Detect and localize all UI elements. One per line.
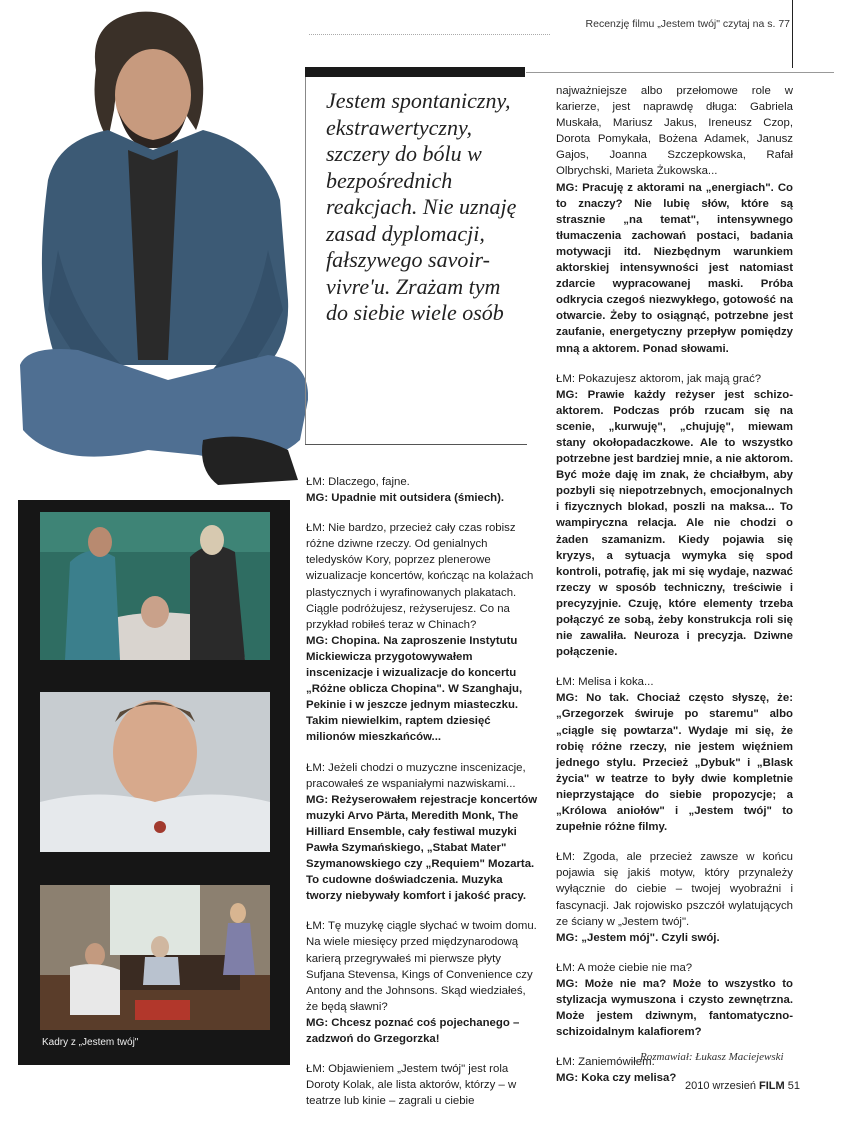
answer-text: MG: Upadnie mit outsidera (śmiech). [306,492,505,505]
quote-top-bar [305,67,525,77]
header-horizontal-rule [526,72,834,73]
answer-text: MG: Pracuję z aktorami na „energiach". Co to znaczy? Nie lubię słów, które są strasznie „na temat", intensywnego tłumaczenia zachowań postaci, badania motywacji itd. Niezbędnym warunkiem aktorskiej intensywności jest natomiast zdarcie wypracowanej maski. Próba odkrycia czegoś niezwykłego, gotowość na otwarcie. Żeby to osiągnąć, potrzebne jest zaufanie, energetyczny przepływ pomiędzy mną a aktorem. Ponad słowami. [556,181,793,355]
qa-block [556,674,793,835]
review-reference-note: Recenzję filmu „Jestem twój" czytaj na s. 77 [585,18,790,30]
film-still-living-room [40,885,270,1030]
qa-block [306,474,539,506]
question-text: ŁM: Zaniemówiłem. [556,1056,655,1069]
qa-block [306,520,539,745]
answer-text: MG: „Jestem mój". Czyli swój. [556,931,720,944]
qa-block [556,83,793,357]
question-text: najważniejsze albo przełomowe role w karierze, jest naprawdę długa: Gabriela Muskała, Mariusz Jakus, Ireneusz Czop, Dorota Pomykała, Bożena Adamek, Janusz Gajos, Joanna Szczepkowska, Rafał Olbrychski, Marieta Żukowska... [556,85,793,178]
qa-block [306,760,539,905]
answer-text: MG: No tak. Chociaż często słyszę, że: „Grzegorzek świruje po staremu" albo „ciągle się powtarza". Wydaje mi się, że robię różne rzeczy, nie jestem więźniem jednego stylu. Przecież „Dybuk" i „Blask życia" w teatrze to były dwie kompletnie nieprzystające do siebie propozycje; a „Królowa aniołów" i „Jestem twój" to zupełnie różne filmy. [556,692,793,834]
question-text: ŁM: Dlaczego, fajne. [306,476,410,488]
question-text: ŁM: Melisa i koka... [556,676,654,689]
film-still-bathtub [40,692,270,852]
portrait-photo [18,0,308,500]
interview-column-1 [306,474,539,1123]
interviewer-signature: Rozmawiał: Łukasz Maciejewski [640,1051,784,1063]
question-text: ŁM: Pokazujesz aktorom, jak mają grać? [556,372,762,385]
quote-bottom-rule [305,444,527,445]
qa-block [306,918,539,1047]
question-text: ŁM: Jeżeli chodzi o muzyczne inscenizacje, pracowałeś ze wspaniałymi nazwiskami... [306,761,526,790]
film-still-hospital [40,512,270,660]
page-number: 51 [787,1080,800,1092]
qa-block [306,1061,539,1109]
question-text: ŁM: Tę muzykę ciągle słychać w twoim domu. Na wiele miesięcy przed międzynarodową karierą przegrywałeś mi pierwsze płyty Sufjana Stevensa, Kings of Convenience czy Antony and the Johnsons. Skąd wiedziałeś, że będą sławni? [306,920,537,1013]
answer-text: MG: Może nie ma? Może to wszystko to stylizacja wymuszona i czysto zewnętrzna. Może jestem dziwnym, fantomatyczno-schizoidalnym kalafiorem? [556,977,793,1039]
answer-text: MG: Reżyserowałem rejestracje koncertów muzyki Arvo Pärta, Meredith Monk, The Hilliard Ensemble, cały festiwal muzyki Pawła Szymańskiego, „Stabat Mater" Szymanowskiego czy „Requiem" Mozarta. To cudowne doświadczenia. Muzyka tworzy niebywały komfort i jakość pracy. [306,793,538,903]
question-text: ŁM: Nie bardzo, przecież cały czas robisz różne dziwne rzeczy. Od genialnych teledysków Kory, poprzez plenerowe wizualizacje koncertów, kończąc na kolażach plastycznych i wyrafinowanych plakatach. Ciągle podróżujesz, reżyserujesz. Co na przykład robiłeś teraz w Chinach? [306,522,534,631]
interview-column-2 [556,83,793,1100]
header-vertical-rule [792,0,793,68]
film-strip [18,500,290,1065]
pull-quote: Jestem spontaniczny, ekstrawertyczny, szczery do bólu w bezpośrednich reakcjach. Nie uznaję zasad dyplomacji, fałszywego savoir-vivre'u. Zrażam tym do siebie wiele osób [326,88,517,325]
qa-block [556,960,793,1040]
magazine-name: FILM [759,1080,785,1092]
question-text: ŁM: Zgoda, ale przecież zawsze w końcu pojawia się jakiś motyw, który przynależy wyłącznie do ciebie – twojej wyobraźni i fascynacji. Jak rojowisko pszczół wylatujących ze ściany w „Jestem twój". [556,851,793,928]
answer-text: MG: Koka czy melisa? [556,1072,677,1085]
answer-text: MG: Chopina. Na zaproszenie Instytutu Mickiewicza przygotowywałem inscenizacje i wizualizacje do koncertu „Różne oblicza Chopina". W Szanghaju, Pekinie i w jeszcze jednym miasteczku. Takim niewielkim, raptem dziesięć milionów mieszkańców... [306,634,523,744]
answer-text: MG: Chcesz poznać coś pojechanego – zadzwoń do Grzegorzka! [306,1016,520,1045]
qa-block [556,849,793,946]
photo-caption: Kadry z „Jestem twój" [42,1037,139,1048]
quote-left-rule [305,77,306,444]
issue-date: 2010 wrzesień [685,1080,756,1092]
question-text: ŁM: A może ciebie nie ma? [556,961,693,974]
question-text: ŁM: Objawieniem „Jestem twój" jest rola Doroty Kolak, ale lista aktorów, którzy – w teatrze lub kinie – zagrali u ciebie [306,1063,517,1108]
page-footer [685,1080,800,1092]
answer-text: MG: Prawie każdy reżyser jest schizo-aktorem. Podczas prób rzucam się na scenie, „kurwuję", „chujuję", miewam stany okołopadaczkowe. Ale to wszystko potrzebne jest bardziej mnie, a nie aktorom. Być może daję im znak, że chciałbym, aby pozbyli się niepotrzebnych, emocjonalnych i fizycznych blokad, poszli na maksa... To wampiryczna relacja. Ale nie chodzi o żaden szamanizm. Kiedy pojawia się kryzys, a sytuacja wymyka się spod kontroli, potrafię, jak mi się wydaje, nazwać rzeczy w sposób techniczny, treściwie i precyzyjnie. Czuję, które elementy trzeba połączyć ze sobą, żeby konstrukcja roli się nie zawaliła. Neuroza i precyzja. Dziwne połączenie. [556,388,793,659]
qa-block [556,371,793,661]
